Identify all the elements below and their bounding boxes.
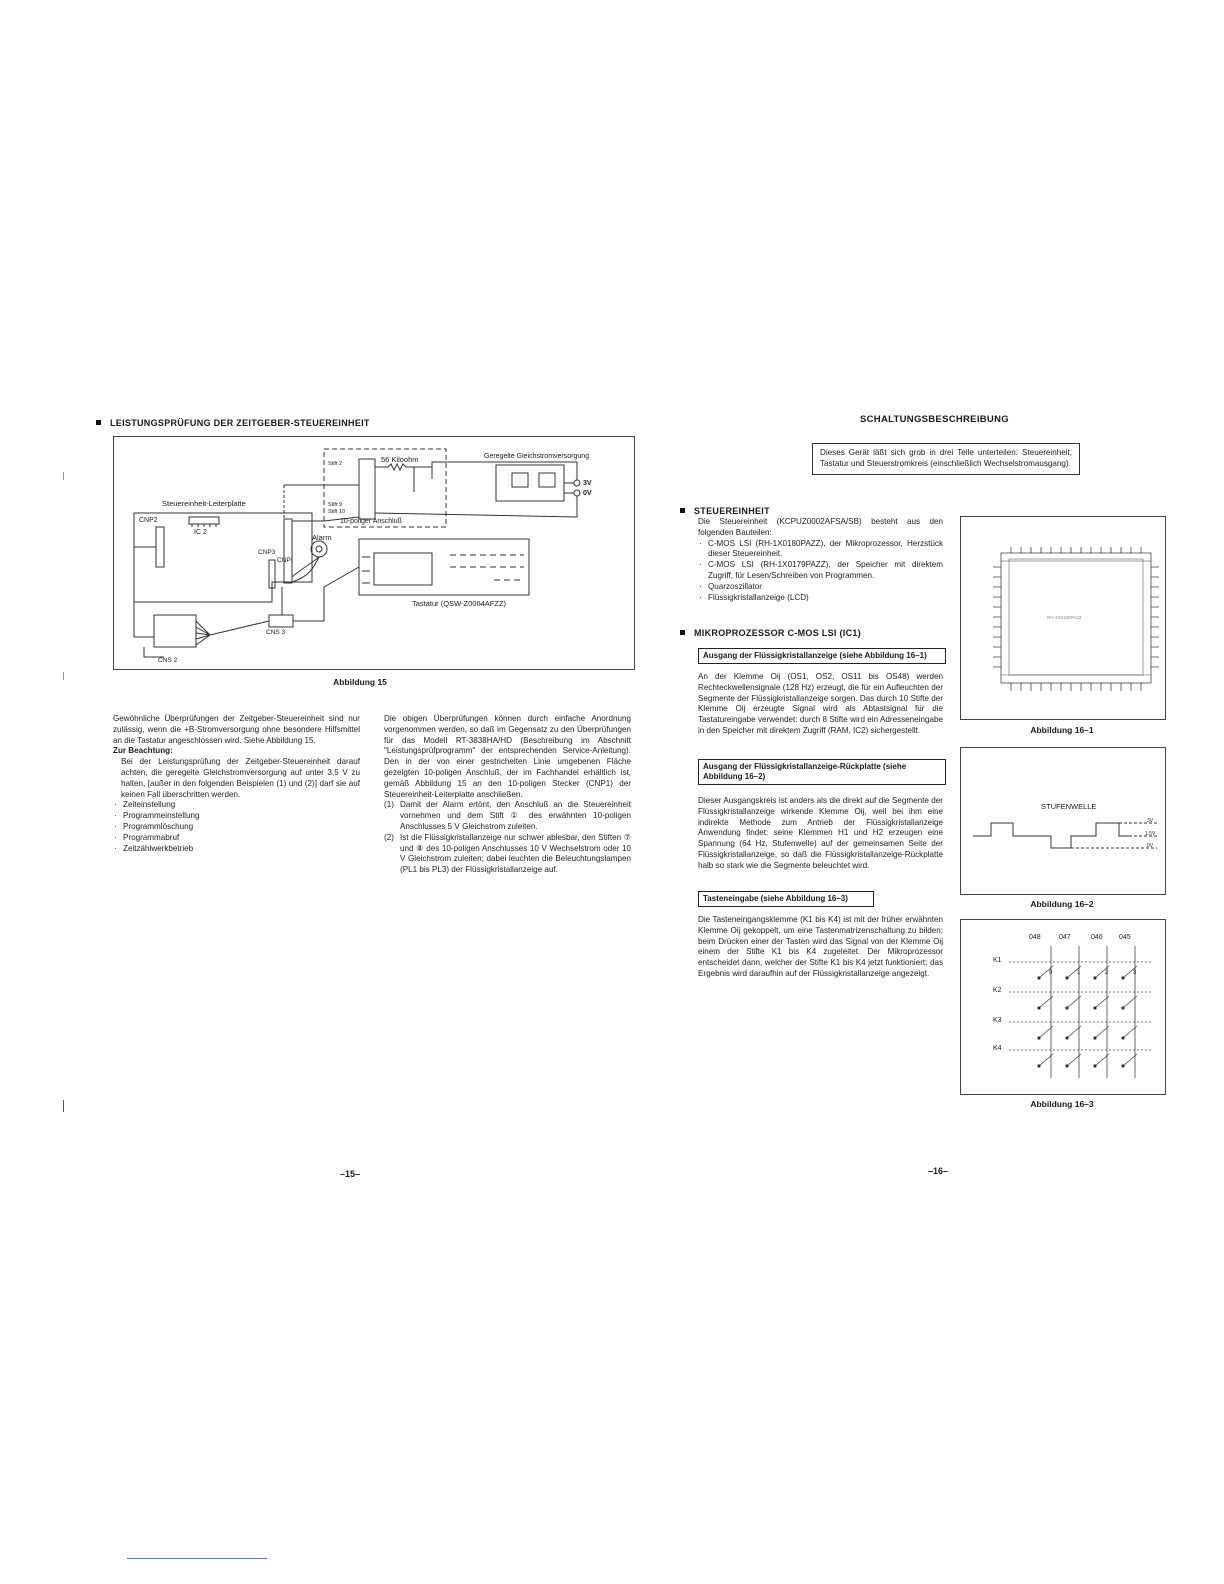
item-text: Ist die Flüssigkristallanzeige nur schwer ablesbar, den Stiften ⑦ und ⑧ des 10-poligen Anschlusses 10 V Wechselstrom oder 10 V Gleichstrom zuleiten; dabei leuchten die Beleuchtungslampen (PL1 bis PL3) der Flüssigkristallanzeige auf. <box>400 832 631 875</box>
bullet-icon <box>680 508 685 513</box>
row-label-k1: K1 <box>993 957 1002 964</box>
item-number: (2) <box>384 832 394 842</box>
bullet-icon <box>680 630 685 635</box>
figure-16-3-diagram <box>961 920 1165 1094</box>
key-input-text <box>698 915 943 980</box>
figure-16-2-diagram <box>961 748 1165 894</box>
fig15-stift10-label: Stift 10 <box>328 509 346 515</box>
sub-heading-key-input: Tasteneingabe (siehe Abbildung 16–3) <box>698 891 874 907</box>
fig15-keyboard-label: Tastatur (QSW-Z0064AFZZ) <box>412 599 507 608</box>
margin-mark <box>63 472 64 480</box>
steuer-text <box>698 517 943 603</box>
fig15-stift2-label: Stift 2 <box>328 461 343 467</box>
fig15-0v-label: 0V <box>583 490 592 497</box>
margin-mark <box>63 672 64 680</box>
column-label-045: 045 <box>1119 934 1131 941</box>
figure-16-3 <box>960 919 1166 1095</box>
list-item: · Zeiteinstellung <box>113 800 360 811</box>
fig15-cns2-label: CNS 2 <box>158 657 178 664</box>
list-item: · Programmlöschung <box>113 822 360 833</box>
steuer-intro: Die Steuereinheit (KCPUZ0002AFSA/SB) besteht aus den folgenden Bauteilen: <box>698 517 943 537</box>
row-label-k3: K3 <box>993 1017 1002 1024</box>
fig15-board-label: Steuereinheit-Leiterplatte <box>162 499 246 508</box>
key-label-2: 2 <box>1105 970 1109 976</box>
list-item: · Quarzoszillator <box>698 582 943 593</box>
backplate-paragraph: Dieser Ausgangskreis ist anders als die direkt auf die Segmente der Flüssigkristallanzeige wirkende Klemme Oij, weil bei ihm eine indirekte Methode zum Antrieb der Flüssigkristallanzeige Anwendung findet: seine Klemmen H1 und H2 erzeugen eine Spannung (64 Hz, Stufenwelle) auf der gemeinsamen Seite der Flüssigkristallanzeige, so daß die Flüssigkristallanzeige-Rückplatte halb so stark wie die Segmente beleuchtet wird. <box>698 796 943 870</box>
figure-15 <box>113 436 635 670</box>
voltage-0v-label: 0V <box>1147 843 1154 849</box>
figure-16-2 <box>960 747 1166 895</box>
list-item: · Flüssigkristallanzeige (LCD) <box>698 593 943 604</box>
voltage-15v-label: 1.5V <box>1145 831 1156 837</box>
mikro-heading <box>680 628 861 638</box>
column-label-047: 047 <box>1059 934 1071 941</box>
row-label-k4: K4 <box>993 1045 1002 1052</box>
key-label-0: 0 <box>1049 970 1053 976</box>
figure-16-1 <box>960 516 1166 720</box>
col1-note: Bei der Leistungsprüfung der Zeitgeber-Steuereinheit darauf achten, die geregelte Gleichstromversorgung auf unter 3,5 V zu halten, [außer in den folgenden Beispielen (1) und (2)] darf sie auf keinen Fall überschritten werden. <box>121 757 360 799</box>
steuer-heading <box>680 506 770 516</box>
mikro-heading-text: MIKROPROZESSOR C-MOS LSI (IC1) <box>694 628 862 638</box>
steuer-heading-text: STEUEREINHEIT <box>694 506 770 516</box>
right-section-title: SCHALTUNGSBESCHREIBUNG <box>860 414 1009 425</box>
fig15-ic2-label: IC 2 <box>194 529 207 536</box>
fig15-alarm-label: Alarm <box>312 533 332 542</box>
list-item: · Zeitzählwerkbetrieb <box>113 844 360 855</box>
bullet-icon <box>96 420 101 425</box>
bottom-rule <box>127 1558 267 1559</box>
fig15-connector-label: 10-poliger Anschluß <box>340 518 402 525</box>
col2-numbered-list <box>384 800 631 876</box>
margin-mark <box>63 1100 64 1112</box>
item-number: (1) <box>384 800 394 810</box>
fig15-cns3-label: CNS 3 <box>266 629 286 636</box>
stufenwelle-label: STUFENWELLE <box>1041 802 1097 811</box>
fig15-cnp1-label: CNPI <box>277 557 293 564</box>
left-column-1 <box>113 714 360 854</box>
row-label-k2: K2 <box>993 987 1002 994</box>
fig15-3v-label: 3V <box>583 480 592 487</box>
figure-15-caption: Abbildung 15 <box>333 677 387 687</box>
fig15-psu-label: Geregelte Gleichstromversorgung <box>484 453 590 460</box>
steuer-list <box>698 539 943 604</box>
lcd-output-paragraph: An der Klemme Oij (OS1, OS2, OS11 bis OS48) werden Rechteckwellensignale (128 Hz) erzeugt, die für ein Aufleuchten der Segmente der Flüssigkristallanzeige sorgen. Das durch 10 Stifte der Klemme Oij erzeugte Signal wird als Abtastsignal für die Tastatureingabe verwendet: durch 8 Stifte wird ein Adresseneingabe in den Speicher mit direktem Zugriff (RAM, IC2) sichergestellt. <box>698 672 943 735</box>
col1-intro: Gewöhnliche Überprüfungen der Zeitgeber-Steuereinheit sind nur zulässig, wenn die +B-Stromversorgung ohne besondere Hilfsmittel an die Tastatur angeschlossen wird. Siehe Abbildung 15. <box>113 714 360 745</box>
sub-heading-lcd-output: Ausgang der Flüssigkristallanzeige (siehe Abbildung 16–1) <box>698 648 946 664</box>
left-column-2 <box>384 714 631 876</box>
list-item <box>384 800 631 832</box>
sub-heading-backplate: Ausgang der Flüssigkristallanzeige-Rückplatte (siehe Abbildung 16–2) <box>698 759 946 785</box>
backplate-text <box>698 796 943 872</box>
lcd-output-text <box>698 672 943 737</box>
list-item <box>384 833 631 876</box>
item-text: Damit der Alarm ertönt, den Anschluß an die Steuereinheit vornehmen und dem Stift ① des erwähnten 10-poligen Anschlusses 5 V Gleichstrom zuleiten. <box>400 800 631 831</box>
figure-16-3-caption: Abbildung 16–3 <box>1030 1099 1094 1109</box>
chip-label: RH-1X0180PAZZ <box>1047 615 1082 620</box>
figure-15-diagram <box>114 437 634 669</box>
fig15-stift9-label: Stift 9 <box>328 502 343 508</box>
voltage-3v-label: 3V <box>1147 818 1154 824</box>
key-input-paragraph: Die Tasteneingangsklemme (K1 bis K4) ist mit der früher erwähnten Klemme Oij gekoppelt, um eine Tastenmatrizenschaltung zu bilden; beim Drücken einer der Tasten wird das Signal von der Klemme Oij einem der Stifte K1 bis K4 zugeleitet. Der Mikroprozessor entscheidet dann, welcher der Stifte K1 bis K4 jetzt funktioniert; das Ergebnis wird daraufhin auf der Flüssigkristallanzeige angezeigt. <box>698 915 943 978</box>
col1-note-head: Zur Beachtung: <box>113 746 173 756</box>
list-item: · C-MOS LSI (RH-1X0180PAZZ), der Mikroprozessor, Herzstück dieser Steuereinheit. <box>698 539 943 561</box>
column-label-048: 048 <box>1029 934 1041 941</box>
left-title-text: LEISTUNGSPRÜFUNG DER ZEITGEBER-STEUEREINHEIT <box>110 418 370 428</box>
fig15-cnp3-label: CNP3 <box>258 549 276 556</box>
key-label-1: 1 <box>1077 970 1081 976</box>
list-item: · Programmabruf <box>113 833 360 844</box>
figure-16-2-caption: Abbildung 16–2 <box>1030 899 1094 909</box>
intro-box-text: Dieses Gerät läßt sich grob in drei Teile unterteilen: Steuereinheit, Tastatur und Steuerstromkreis (einschließlich Wechselstromausgang). <box>820 448 1072 468</box>
key-label-3: 3 <box>1133 970 1137 976</box>
left-section-title <box>96 418 370 428</box>
figure-16-1-caption: Abbildung 16–1 <box>1030 725 1094 735</box>
col1-list <box>113 800 360 854</box>
list-item: · Programmeinstellung <box>113 811 360 822</box>
fig15-resistor-label: 56 Kiloohm <box>381 455 419 464</box>
left-page-number: –15– <box>340 1169 361 1179</box>
intro-box <box>812 443 1080 475</box>
list-item: · C-MOS LSI (RH-1X0179PAZZ), der Speicher mit direktem Zugriff, für Lesen/Schreiben von Programmen. <box>698 560 943 582</box>
right-page-number: –16– <box>928 1166 949 1176</box>
fig15-cnp2-label: CNP2 <box>139 517 158 524</box>
column-label-046: 046 <box>1091 934 1103 941</box>
col2-intro: Die obigen Überprüfungen können durch einfache Anordnung vorgenommen werden, so daß im Gegensatz zu den Überprüfungen für das Modell RT-3838HA/HD (Beschreibung im Abschnitt "Leistungsprüfprogramm" der entsprechenden Service-Anleitung). Den in der von einer gestrichelten Linie umgebenen Fläche gezeigten 10-poligen Anschluß, der im Fachhandel erhältlich ist, gemäß Abbildung 15 an den 10-poligen Stecker (CNP1) der Steuereinheit-Leiterplatte anschließen. <box>384 714 631 799</box>
